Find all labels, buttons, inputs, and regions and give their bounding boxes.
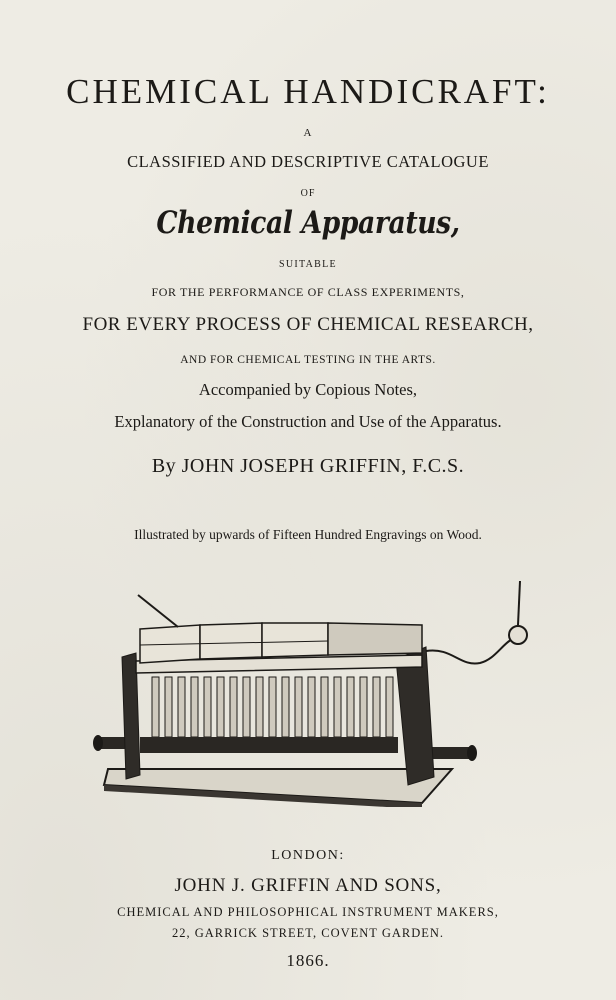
subtitle-article: A: [303, 127, 313, 139]
imprint-makers: CHEMICAL AND PHILOSOPHICAL INSTRUMENT MAKERS,: [117, 905, 499, 919]
subtitle-suitable: SUITABLE: [279, 259, 337, 270]
subtitle-testing: AND FOR CHEMICAL TESTING IN THE ARTS.: [180, 354, 436, 366]
imprint-year: 1866.: [286, 951, 330, 970]
illustration-note: Illustrated by upwards of Fifteen Hundred Engravings on Wood.: [134, 527, 482, 542]
subtitle-performance: FOR THE PERFORMANCE OF CLASS EXPERIMENTS,: [151, 285, 465, 299]
galvanic-battery-apparatus-icon: [92, 577, 542, 807]
imprint-publisher: JOHN J. GRIFFIN AND SONS,: [174, 875, 442, 896]
subtitle-explanatory: Explanatory of the Construction and Use of the Apparatus.: [114, 412, 502, 431]
subtitle-catalogue: CLASSIFIED AND DESCRIPTIVE CATALOGUE: [127, 152, 489, 171]
author-line: By JOHN JOSEPH GRIFFIN, F.C.S.: [151, 455, 465, 477]
imprint-city: LONDON:: [271, 848, 345, 863]
subtitle-accompanied: Accompanied by Copious Notes,: [198, 380, 418, 399]
imprint-address: 22, GARRICK STREET, COVENT GARDEN.: [171, 926, 445, 940]
subtitle-of: OF: [300, 188, 316, 199]
subtitle-every-process: FOR EVERY PROCESS OF CHEMICAL RESEARCH,: [82, 314, 534, 335]
book-title: CHEMICAL HANDICRAFT:: [66, 72, 550, 111]
subtitle-chemical-apparatus: Chemical Apparatus,: [156, 205, 460, 241]
